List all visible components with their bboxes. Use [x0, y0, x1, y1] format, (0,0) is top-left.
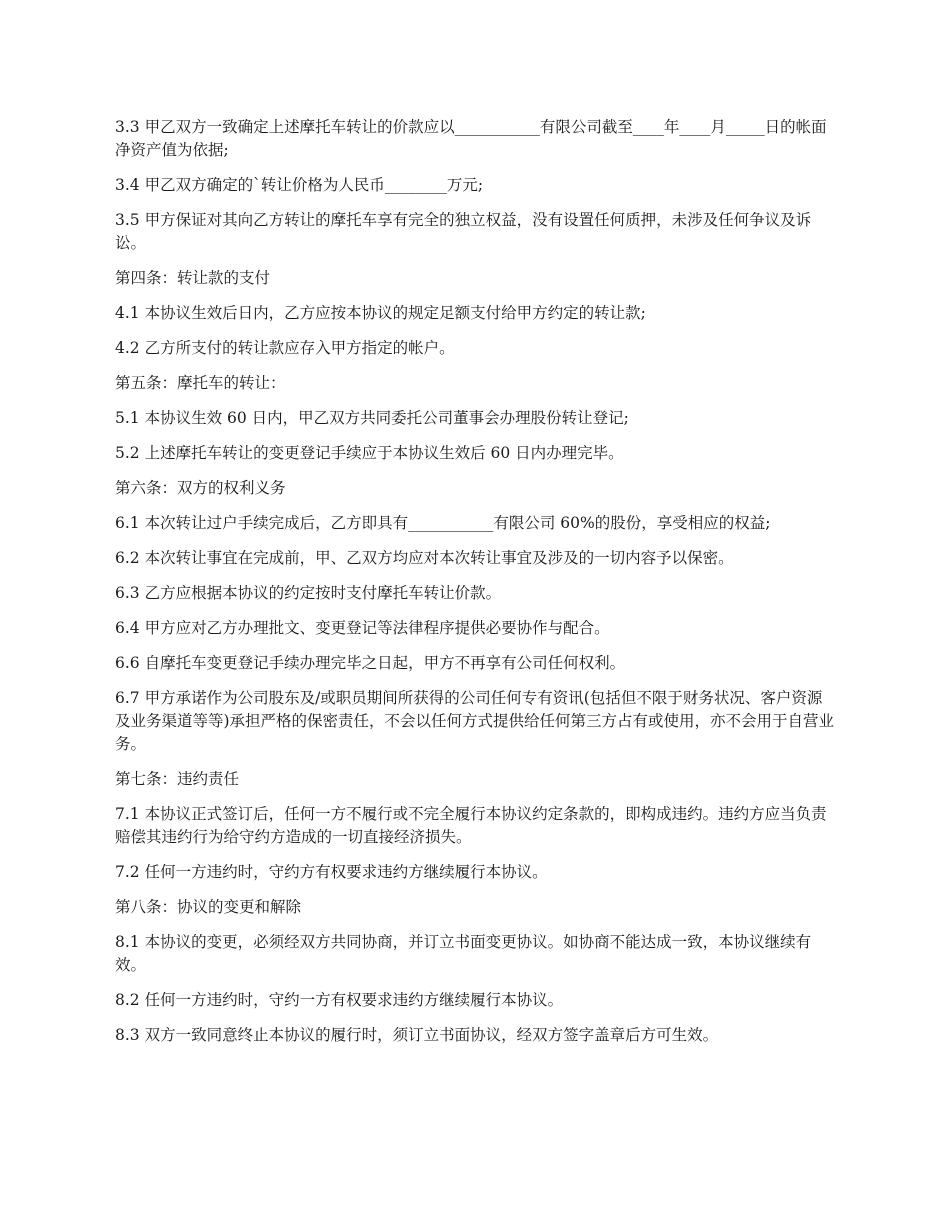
clause-6-2: 6.2 本次转让事宜在完成前，甲、乙双方均应对本次转让事宜及涉及的一切内容予以保密。	[115, 549, 734, 567]
document-page	[115, 116, 837, 1059]
clause-4-2: 4.2 乙方所支付的转让款应存入甲方指定的帐户。	[115, 339, 455, 357]
article-8-heading: 第八条：协议的变更和解除	[115, 898, 302, 916]
clause-7-1: 7.1 本协议正式签订后，任何一方不履行或不完全履行本协议约定条款的，即构成违约。违约方应当负责赔偿其违约行为给守约方造成的一切直接经济损失。	[115, 805, 827, 846]
clause-6-6: 6.6 自摩托车变更登记手续办理完毕之日起，甲方不再享有公司任何权利。	[115, 654, 626, 672]
clause-5-2: 5.2 上述摩托车转让的变更登记手续应于本协议生效后 60 日内办理完毕。	[115, 444, 624, 462]
clause-8-1: 8.1 本协议的变更，必须经双方共同协商，并订立书面变更协议。如协商不能达成一致，本协议继续有效。	[115, 933, 812, 974]
clause-3-3: 3.3 甲乙双方一致确定上述摩托车转让的价款应以___________有限公司截至____年____月_____日的帐面净资产值为依据;	[115, 118, 827, 159]
clause-6-7: 6.7 甲方承诺作为公司股东及/或职员期间所获得的公司任何专有资讯(包括但不限于财务状况、客户资源及业务渠道等等)承担严格的保密责任，不会以任何方式提供给任何第三方占有或使用，亦不会用于自营业务。	[115, 689, 835, 753]
article-6-heading: 第六条：双方的权利义务	[115, 479, 286, 497]
clause-5-1: 5.1 本协议生效 60 日内，甲乙双方共同委托公司董事会办理股份转让登记;	[115, 409, 629, 427]
clause-6-3: 6.3 乙方应根据本协议的约定按时支付摩托车转让价款。	[115, 584, 502, 602]
clause-7-2: 7.2 任何一方违约时，守约方有权要求违约方继续履行本协议。	[115, 863, 548, 881]
clause-6-4: 6.4 甲方应对乙方办理批文、变更登记等法律程序提供必要协作与配合。	[115, 619, 610, 637]
clause-3-4: 3.4 甲乙双方确定的`转让价格为人民币________万元;	[115, 176, 484, 194]
article-7-heading: 第七条：违约责任	[115, 770, 240, 788]
clause-8-3: 8.3 双方一致同意终止本协议的履行时，须订立书面协议，经双方签字盖章后方可生效。	[115, 1026, 719, 1044]
article-5-heading: 第五条：摩托车的转让：	[115, 374, 286, 392]
clause-6-1: 6.1 本次转让过户手续完成后，乙方即具有___________有限公司 60%的股份，享受相应的权益;	[115, 514, 771, 532]
article-4-heading: 第四条：转让款的支付	[115, 269, 271, 287]
clause-8-2: 8.2 任何一方违约时，守约一方有权要求违约方继续履行本协议。	[115, 991, 564, 1009]
clause-3-5: 3.5 甲方保证对其向乙方转让的摩托车享有完全的独立权益，没有设置任何质押，未涉及任何争议及诉讼。	[115, 211, 812, 252]
clause-4-1: 4.1 本协议生效后日内，乙方应按本协议的规定足额支付给甲方约定的转让款;	[115, 304, 646, 322]
